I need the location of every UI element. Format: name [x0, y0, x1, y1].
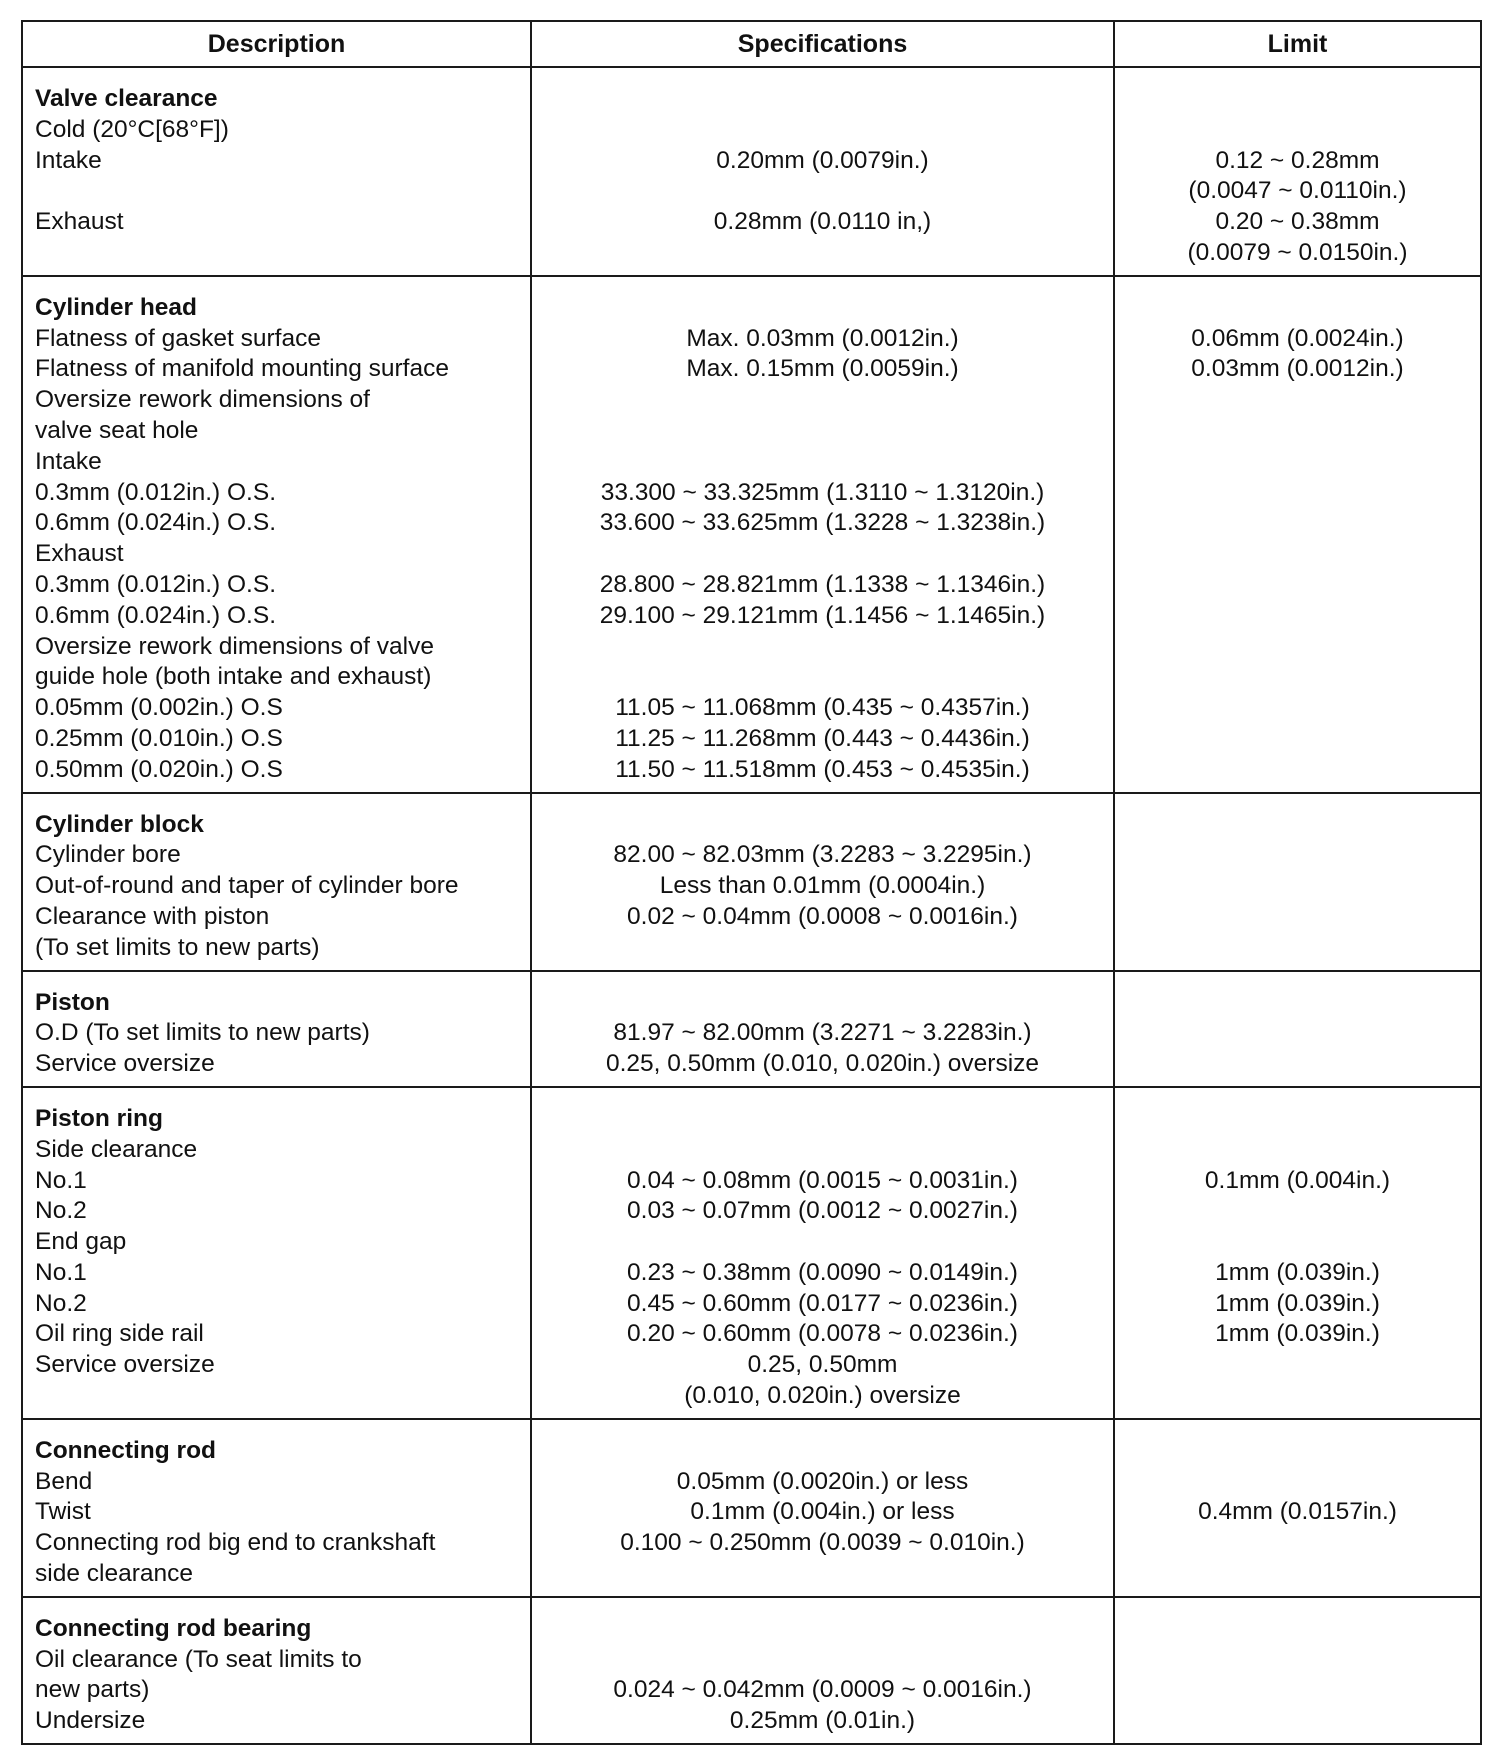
specifications-table: [21, 20, 1482, 1745]
limit-value: 0.06mm (0.0024in.): [1191, 324, 1404, 352]
description-line: Connecting rod big end to crankshaft: [35, 1529, 436, 1557]
specification-value: 0.25, 0.50mm (0.010, 0.020in.) oversize: [605, 1050, 1040, 1078]
description-line: Oil clearance (To seat limits to: [35, 1645, 362, 1673]
column-header-specifications: Specifications: [531, 21, 1114, 67]
specification-value: Less than 0.01mm (0.0004in.): [659, 872, 986, 900]
limit-value: [1115, 115, 1480, 146]
limit-value: [1115, 840, 1480, 871]
description-line: Side clearance: [35, 1135, 198, 1163]
specification-value: [532, 539, 1113, 570]
limit-value: [1115, 508, 1480, 539]
description-line: 0.6mm (0.024in.) O.S.: [35, 601, 277, 629]
specification-cell: [531, 276, 1114, 793]
limit-value: [1115, 1018, 1480, 1049]
limit-value: [1115, 1196, 1480, 1227]
description-cell: [22, 793, 531, 971]
specification-value: [532, 1645, 1113, 1676]
specification-value: 0.1mm (0.004in.) or less: [690, 1498, 955, 1526]
limit-value: 0.20 ~ 0.38mm: [1215, 208, 1380, 236]
description-line: Flatness of gasket surface: [35, 324, 321, 352]
specification-value: [532, 416, 1113, 447]
limit-value: [1115, 871, 1480, 902]
specification-value: (0.010, 0.020in.) oversize: [684, 1382, 961, 1410]
specification-cell: [531, 971, 1114, 1087]
section-row: [22, 793, 1481, 971]
description-line: Twist: [35, 1498, 91, 1526]
specification-value: 0.024 ~ 0.042mm (0.0009 ~ 0.0016in.): [613, 1676, 1032, 1704]
limit-value: [1115, 416, 1480, 447]
specification-value: 81.97 ~ 82.00mm (3.2271 ~ 3.2283in.): [613, 1019, 1032, 1047]
description-line: Bend: [35, 1467, 93, 1495]
limit-value: [1115, 1350, 1480, 1381]
specification-value: [532, 238, 1113, 269]
description-line: No.1: [35, 1258, 87, 1286]
specification-value: 0.28mm (0.0110 in,): [713, 208, 932, 236]
description-line: No.2: [35, 1197, 87, 1225]
section-row: [22, 276, 1481, 793]
specification-value: 29.100 ~ 29.121mm (1.1456 ~ 1.1465in.): [599, 601, 1046, 629]
specification-value: 33.600 ~ 33.625mm (1.3228 ~ 1.3238in.): [599, 509, 1046, 537]
section-row: [22, 971, 1481, 1087]
limit-value: 1mm (0.039in.): [1215, 1320, 1380, 1348]
description-line: Intake: [35, 447, 102, 475]
description-line: Intake: [35, 146, 102, 174]
specification-cell: [531, 1597, 1114, 1744]
description-line: Oil ring side rail: [35, 1320, 204, 1348]
limit-cell: [1114, 1087, 1481, 1419]
description-cell: [22, 1087, 531, 1419]
description-line: End gap: [35, 1228, 127, 1256]
limit-value: [1115, 755, 1480, 786]
description-line: O.D (To set limits to new parts): [35, 1019, 370, 1047]
specification-cell: [531, 793, 1114, 971]
limit-value: [1115, 478, 1480, 509]
specification-value: [532, 447, 1113, 478]
specification-value: [532, 662, 1113, 693]
description-line: Flatness of manifold mounting surface: [35, 355, 449, 383]
limit-value: [1115, 385, 1480, 416]
section-row: [22, 1597, 1481, 1744]
description-cell: [22, 276, 531, 793]
section-row: [22, 1087, 1481, 1419]
specification-value: 28.800 ~ 28.821mm (1.1338 ~ 1.1346in.): [599, 570, 1046, 598]
specification-value: 82.00 ~ 82.03mm (3.2283 ~ 3.2295in.): [613, 841, 1032, 869]
limit-value: 0.12 ~ 0.28mm: [1215, 146, 1380, 174]
limit-value: 0.03mm (0.0012in.): [1191, 355, 1404, 383]
header-row: [22, 21, 1481, 67]
description-line: No.1: [35, 1166, 87, 1194]
specification-value: [532, 933, 1113, 964]
description-line: Undersize: [35, 1707, 146, 1735]
description-line: 0.3mm (0.012in.) O.S.: [35, 570, 277, 598]
specification-value: 33.300 ~ 33.325mm (1.3110 ~ 1.3120in.): [600, 478, 1045, 506]
description-line: guide hole (both intake and exhaust): [35, 663, 432, 691]
limit-value: (0.0047 ~ 0.0110in.): [1188, 177, 1407, 205]
section-title: Connecting rod: [35, 1436, 217, 1464]
description-cell: [22, 1419, 531, 1597]
description-line: Oversize rework dimensions of: [35, 386, 370, 414]
limit-value: [1115, 1049, 1480, 1080]
specification-value: Max. 0.15mm (0.0059in.): [686, 355, 959, 383]
limit-value: [1115, 1528, 1480, 1559]
section-title: Piston: [35, 988, 110, 1016]
description-line: 0.05mm (0.002in.) O.S: [35, 694, 283, 722]
section-title: Connecting rod bearing: [35, 1614, 312, 1642]
description-line: Oversize rework dimensions of valve: [35, 632, 434, 660]
specification-value: 0.03 ~ 0.07mm (0.0012 ~ 0.0027in.): [627, 1197, 1018, 1225]
specification-value: 0.45 ~ 0.60mm (0.0177 ~ 0.0236in.): [627, 1289, 1018, 1317]
description-line: Cold (20°C[68°F]): [35, 115, 229, 143]
description-line: Exhaust: [35, 540, 124, 568]
description-line: [23, 238, 530, 269]
description-line: Out-of-round and taper of cylinder bore: [35, 872, 459, 900]
limit-value: [1115, 539, 1480, 570]
limit-value: [1115, 1559, 1480, 1590]
specification-value: [532, 632, 1113, 663]
limit-value: [1115, 724, 1480, 755]
description-line: Service oversize: [35, 1351, 215, 1379]
limit-value: [1115, 1675, 1480, 1706]
description-cell: [22, 1597, 531, 1744]
description-line: [23, 176, 530, 207]
section-row: [22, 67, 1481, 276]
section-title: Piston ring: [35, 1104, 163, 1132]
limit-value: [1115, 902, 1480, 933]
description-line: 0.6mm (0.024in.) O.S.: [35, 509, 277, 537]
limit-cell: [1114, 67, 1481, 276]
description-line: 0.50mm (0.020in.) O.S: [35, 755, 283, 783]
specification-value: [532, 115, 1113, 146]
limit-value: [1115, 447, 1480, 478]
section-title: Valve clearance: [35, 85, 218, 112]
limit-cell: [1114, 276, 1481, 793]
column-header-limit: Limit: [1114, 21, 1481, 67]
specification-cell: [531, 1419, 1114, 1597]
limit-value: [1115, 933, 1480, 964]
section-title: Cylinder head: [35, 293, 198, 321]
limit-value: (0.0079 ~ 0.0150in.): [1187, 238, 1408, 266]
specification-value: [532, 1227, 1113, 1258]
description-line: Clearance with piston: [35, 902, 270, 930]
limit-value: 1mm (0.039in.): [1215, 1289, 1380, 1317]
specification-value: [532, 176, 1113, 207]
description-line: [23, 1381, 530, 1412]
limit-value: [1115, 570, 1480, 601]
description-line: side clearance: [35, 1560, 193, 1588]
specification-value: 0.02 ~ 0.04mm (0.0008 ~ 0.0016in.): [627, 902, 1018, 930]
specification-value: [532, 1135, 1113, 1166]
limit-value: [1115, 1381, 1480, 1412]
limit-value: 0.4mm (0.0157in.): [1198, 1498, 1397, 1526]
limit-value: 0.1mm (0.004in.): [1204, 1166, 1391, 1194]
limit-cell: [1114, 971, 1481, 1087]
specification-cell: [531, 67, 1114, 276]
specification-value: 11.05 ~ 11.068mm (0.435 ~ 0.4357in.): [615, 694, 1030, 722]
specification-value: 0.25mm (0.01in.): [729, 1707, 916, 1735]
specification-cell: [531, 1087, 1114, 1419]
specification-value: Max. 0.03mm (0.0012in.): [686, 324, 959, 352]
section-title: Cylinder block: [35, 810, 204, 838]
description-line: No.2: [35, 1289, 87, 1317]
description-line: valve seat hole: [35, 416, 199, 444]
limit-cell: [1114, 1597, 1481, 1744]
specification-value: 0.100 ~ 0.250mm (0.0039 ~ 0.010in.): [620, 1529, 1025, 1557]
limit-cell: [1114, 1419, 1481, 1597]
specification-value: 0.20mm (0.0079in.): [716, 146, 929, 174]
limit-value: [1115, 1135, 1480, 1166]
description-line: Exhaust: [35, 208, 124, 236]
limit-value: 1mm (0.039in.): [1215, 1258, 1380, 1286]
description-line: 0.25mm (0.010in.) O.S: [35, 724, 283, 752]
description-line: Service oversize: [35, 1050, 215, 1078]
description-line: new parts): [35, 1676, 150, 1704]
specification-value: 0.25, 0.50mm: [747, 1351, 898, 1379]
description-cell: [22, 67, 531, 276]
limit-value: [1115, 662, 1480, 693]
limit-cell: [1114, 793, 1481, 971]
specification-value: [532, 385, 1113, 416]
specification-value: 0.20 ~ 0.60mm (0.0078 ~ 0.0236in.): [627, 1320, 1018, 1348]
description-cell: [22, 971, 531, 1087]
section-row: [22, 1419, 1481, 1597]
column-header-description: Description: [22, 21, 531, 67]
limit-value: [1115, 1467, 1480, 1498]
specification-value: 11.25 ~ 11.268mm (0.443 ~ 0.4436in.): [615, 724, 1030, 752]
specification-value: [532, 1559, 1113, 1590]
description-line: 0.3mm (0.012in.) O.S.: [35, 478, 277, 506]
specification-value: 0.23 ~ 0.38mm (0.0090 ~ 0.0149in.): [627, 1258, 1018, 1286]
specification-value: 0.05mm (0.0020in.) or less: [676, 1467, 969, 1495]
specification-value: 11.50 ~ 11.518mm (0.453 ~ 0.4535in.): [615, 755, 1030, 783]
limit-value: [1115, 1227, 1480, 1258]
limit-value: [1115, 601, 1480, 632]
description-line: Cylinder bore: [35, 841, 181, 869]
limit-value: [1115, 632, 1480, 663]
limit-value: [1115, 1645, 1480, 1676]
specification-value: 0.04 ~ 0.08mm (0.0015 ~ 0.0031in.): [627, 1166, 1018, 1194]
limit-value: [1115, 693, 1480, 724]
limit-value: [1115, 1706, 1480, 1737]
description-line: (To set limits to new parts): [35, 933, 320, 961]
